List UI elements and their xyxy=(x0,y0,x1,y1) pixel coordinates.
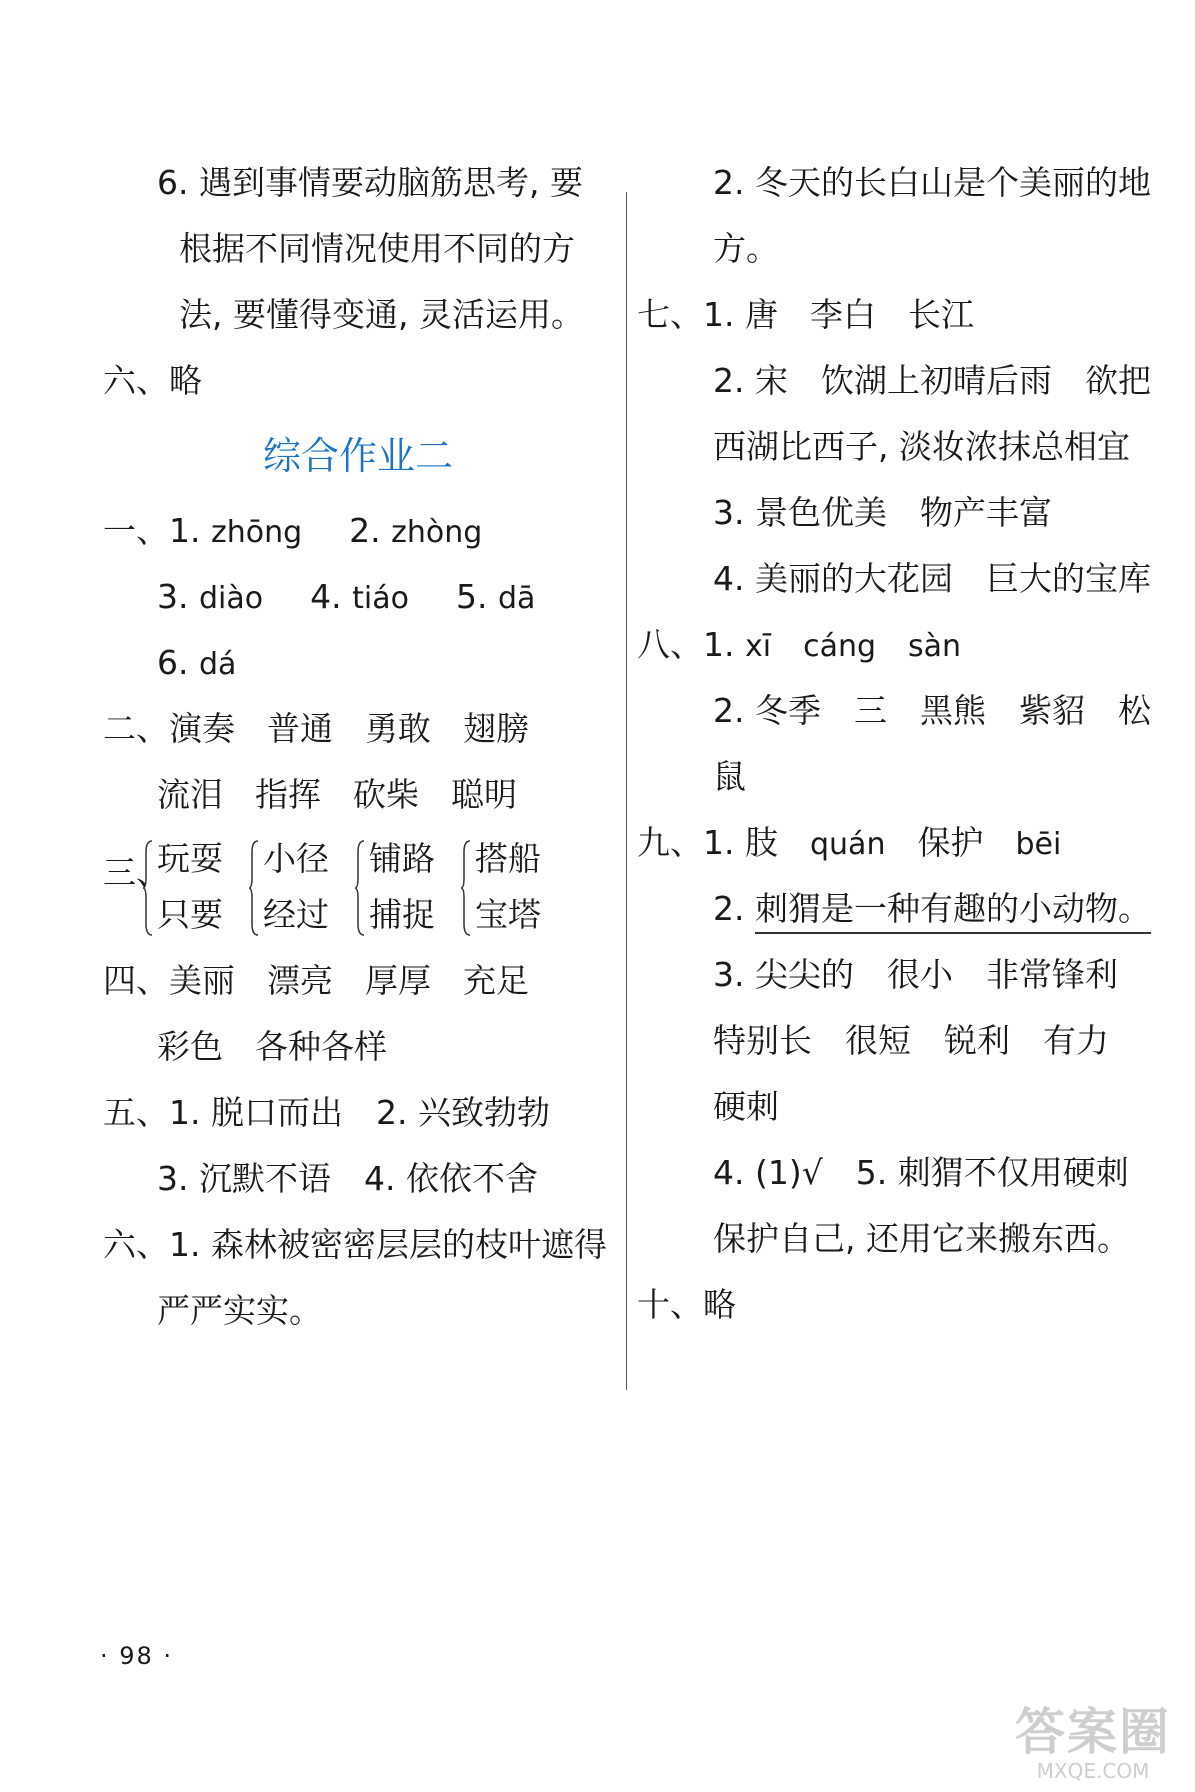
brace-icon xyxy=(249,840,259,936)
word: 各种各样 xyxy=(255,1027,387,1066)
item-label: 6. xyxy=(157,643,189,682)
pinyin: diào xyxy=(199,581,264,616)
section-nine-line: 硬刺 xyxy=(713,1087,779,1126)
item-label: 3. xyxy=(157,577,189,616)
item-label: 一、1. xyxy=(103,511,201,550)
word: 搭船 xyxy=(475,839,541,878)
word-pair-group xyxy=(355,834,465,946)
brace-icon xyxy=(143,840,153,936)
word-pair-group xyxy=(461,834,571,946)
word: 聪明 xyxy=(451,775,517,814)
item-label: 2. xyxy=(713,889,745,928)
pinyin: zhòng xyxy=(391,515,483,550)
section-nine-line xyxy=(637,876,1151,942)
item-label: 九、1. xyxy=(637,823,735,862)
section-five-line: 五、1. 脱口而出 2. 兴致勃勃 xyxy=(103,1093,550,1132)
pinyin: dā xyxy=(497,581,536,616)
word: 经过 xyxy=(263,895,329,934)
word: 美丽 xyxy=(169,961,235,1000)
watermark-logo xyxy=(1015,1704,1171,1782)
page-number: · 98 · xyxy=(100,1642,174,1670)
pinyin: quán xyxy=(810,827,886,862)
word: 漂亮 xyxy=(267,961,333,1000)
item-label: 4. xyxy=(310,577,342,616)
section-four-line xyxy=(103,1014,623,1080)
item-label: 四、 xyxy=(103,961,169,1000)
word: 肢 xyxy=(745,823,778,862)
section-seven-line: 2. 宋 饮湖上初晴后雨 欲把 xyxy=(713,361,1151,400)
word: 翅膀 xyxy=(463,709,529,748)
word: 勇敢 xyxy=(365,709,431,748)
section-seven-line: 西湖比西子, 淡妆浓抹总相宜 xyxy=(713,427,1130,466)
left-column xyxy=(103,150,623,1344)
word: 小径 xyxy=(263,839,329,878)
word: 唐 xyxy=(745,295,778,334)
answer-line: 方。 xyxy=(713,229,779,268)
word: 充足 xyxy=(463,961,529,1000)
pinyin: cáng xyxy=(803,629,877,664)
section-one-line xyxy=(103,498,623,564)
word: 长江 xyxy=(908,295,974,334)
section-nine-line: 4. (1)√ 5. 刺猬不仅用硬刺 xyxy=(713,1153,1129,1192)
section-seven-line xyxy=(637,282,1137,348)
item-label: 2. xyxy=(349,511,381,550)
section-nine-line: 3. 尖尖的 很小 非常锋利 xyxy=(713,955,1118,994)
item-label: 三、 xyxy=(103,853,169,892)
answer-line: 法, 要懂得变通, 灵活运用。 xyxy=(179,295,584,334)
item-label: 5. xyxy=(455,577,488,616)
column-divider xyxy=(626,192,627,1390)
section-two-line xyxy=(103,762,623,828)
brace-icon xyxy=(461,840,471,936)
right-column xyxy=(637,150,1151,1338)
pinyin: zhōng xyxy=(211,515,303,550)
word: 李白 xyxy=(810,295,876,334)
pinyin: bēi xyxy=(1015,827,1062,862)
section-ten-line: 十、略 xyxy=(637,1285,736,1324)
section-nine-line xyxy=(637,810,1137,876)
item-label: 二、 xyxy=(103,709,169,748)
section-seven-line: 3. 景色优美 物产丰富 xyxy=(713,493,1052,532)
brace-icon xyxy=(355,840,365,936)
watermark-url: MXQE.COM xyxy=(1036,1759,1150,1783)
section-nine-line: 特别长 很短 锐利 有力 xyxy=(713,1021,1109,1060)
section-three-row xyxy=(103,828,623,948)
pinyin: sàn xyxy=(908,629,962,664)
word: 厚厚 xyxy=(365,961,431,1000)
word: 普通 xyxy=(267,709,333,748)
word: 指挥 xyxy=(255,775,321,814)
item-label: 七、1. xyxy=(637,295,735,334)
pinyin: tiáo xyxy=(352,581,409,616)
word: 砍柴 xyxy=(353,775,419,814)
section-one-line xyxy=(103,564,623,630)
answer-line: 2. 冬天的长白山是个美丽的地 xyxy=(713,163,1151,202)
word: 彩色 xyxy=(157,1027,223,1066)
section-one-line xyxy=(103,630,623,696)
section-six-line: 六、略 xyxy=(103,361,202,400)
watermark-text: 答案圈 xyxy=(1015,1703,1171,1761)
section-title: 综合作业二 xyxy=(262,434,453,478)
section-nine-line: 保护自己, 还用它来搬东西。 xyxy=(713,1219,1130,1258)
underlined-sentence: 刺猬是一种有趣的小动物。 xyxy=(755,889,1151,934)
section-six-line: 严严实实。 xyxy=(157,1291,322,1330)
word: 只要 xyxy=(157,895,223,934)
word: 玩耍 xyxy=(157,839,223,878)
pinyin: dá xyxy=(199,647,237,682)
section-seven-line: 4. 美丽的大花园 巨大的宝库 xyxy=(713,559,1151,598)
answer-line: 根据不同情况使用不同的方 xyxy=(179,229,575,268)
section-four-line xyxy=(103,948,623,1014)
word: 演奏 xyxy=(169,709,235,748)
item-label: 八、1. xyxy=(637,625,735,664)
word: 流泪 xyxy=(157,775,223,814)
word: 宝塔 xyxy=(475,895,541,934)
word: 捕捉 xyxy=(369,895,435,934)
section-eight-line: 2. 冬季 三 黑熊 紫貂 松 xyxy=(713,691,1151,730)
section-six-line: 六、1. 森林被密密层层的枝叶遮得 xyxy=(103,1225,607,1264)
word-pair-group xyxy=(249,834,359,946)
word-pair-group xyxy=(143,834,253,946)
section-five-line: 3. 沉默不语 4. 依依不舍 xyxy=(157,1159,538,1198)
word: 保护 xyxy=(917,823,984,862)
pinyin: xī xyxy=(745,629,772,664)
section-eight-line: 鼠 xyxy=(713,757,746,796)
section-eight-line xyxy=(637,612,1137,678)
answer-line: 6. 遇到事情要动脑筋思考, 要 xyxy=(157,163,583,202)
section-two-line xyxy=(103,696,623,762)
word: 铺路 xyxy=(369,839,435,878)
